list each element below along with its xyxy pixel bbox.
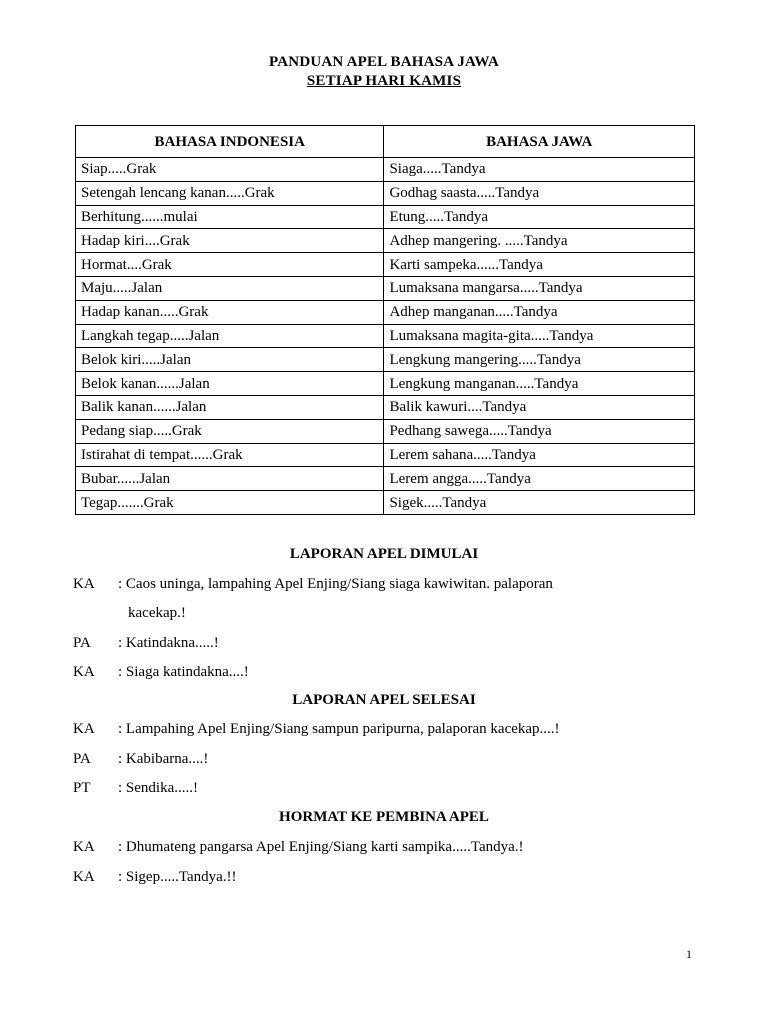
cell-jawa: Etung.....Tandya <box>384 205 695 229</box>
dialogue-line <box>73 780 198 797</box>
table-row <box>76 300 695 324</box>
table-row <box>76 253 695 277</box>
dialogue-line <box>73 751 208 768</box>
dialogue-text: : Caos uninga, lampahing Apel Enjing/Siang siaga kawiwitan. palaporan <box>118 576 553 592</box>
table-row <box>76 491 695 515</box>
dialogue-line <box>73 721 560 738</box>
dialogue-text: : Katindakna.....! <box>118 635 219 651</box>
dialogue-text: : Sendika.....! <box>118 780 198 796</box>
cell-jawa: Pedhang sawega.....Tandya <box>384 419 695 443</box>
table-row <box>76 205 695 229</box>
cell-jawa: Lengkung manganan.....Tandya <box>384 372 695 396</box>
cell-jawa: Adhep manganan.....Tandya <box>384 300 695 324</box>
section-heading-laporan-selesai: LAPORAN APEL SELESAI <box>292 692 476 708</box>
table-row <box>76 443 695 467</box>
section-heading-hormat-pembina: HORMAT KE PEMBINA APEL <box>279 809 489 825</box>
dialogue-text: : Lampahing Apel Enjing/Siang sampun paripurna, palaporan kacekap....! <box>118 721 560 737</box>
speaker-label: KA <box>73 721 95 737</box>
cell-jawa: Godhag saasta.....Tandya <box>384 181 695 205</box>
document-title: PANDUAN APEL BAHASA JAWA <box>269 54 499 70</box>
cell-indonesia: Berhitung......mulai <box>76 205 384 229</box>
column-header-indonesia: BAHASA INDONESIA <box>76 126 384 158</box>
table-row <box>76 467 695 491</box>
table-row <box>76 395 695 419</box>
dialogue-line <box>73 869 237 886</box>
dialogue-continuation: kacekap.! <box>128 605 186 621</box>
table-row <box>76 276 695 300</box>
cell-indonesia: Balik kanan......Jalan <box>76 395 384 419</box>
dialogue-line <box>73 839 524 856</box>
dialogue-text: : Sigep.....Tandya.!! <box>118 869 237 885</box>
speaker-label: KA <box>73 869 95 885</box>
cell-jawa: Lerem angga.....Tandya <box>384 467 695 491</box>
cell-indonesia: Maju.....Jalan <box>76 276 384 300</box>
cell-jawa: Lumaksana mangarsa.....Tandya <box>384 276 695 300</box>
speaker-label: KA <box>73 664 95 680</box>
table-row <box>76 348 695 372</box>
table-row <box>76 229 695 253</box>
cell-jawa: Balik kawuri....Tandya <box>384 395 695 419</box>
table-row <box>76 324 695 348</box>
table-row <box>76 181 695 205</box>
cell-indonesia: Belok kiri.....Jalan <box>76 348 384 372</box>
speaker-label: PA <box>73 751 91 767</box>
cell-indonesia: Hadap kanan.....Grak <box>76 300 384 324</box>
table-header-row <box>76 126 695 158</box>
cell-jawa: Adhep mangering. .....Tandya <box>384 229 695 253</box>
cell-indonesia: Setengah lencang kanan.....Grak <box>76 181 384 205</box>
cell-indonesia: Siap.....Grak <box>76 158 384 182</box>
cell-jawa: Sigek.....Tandya <box>384 491 695 515</box>
dialogue-line <box>73 664 249 681</box>
cell-indonesia: Langkah tegap.....Jalan <box>76 324 384 348</box>
cell-indonesia: Belok kanan......Jalan <box>76 372 384 396</box>
speaker-label: PA <box>73 635 91 651</box>
cell-jawa: Lumaksana magita-gita.....Tandya <box>384 324 695 348</box>
cell-indonesia: Istirahat di tempat......Grak <box>76 443 384 467</box>
section-heading-laporan-dimulai: LAPORAN APEL DIMULAI <box>289 546 479 562</box>
cell-jawa: Lerem sahana.....Tandya <box>384 443 695 467</box>
column-header-jawa: BAHASA JAWA <box>384 126 695 158</box>
dialogue-text: : Kabibarna....! <box>118 751 209 767</box>
table-row <box>76 419 695 443</box>
cell-jawa: Karti sampeka......Tandya <box>384 253 695 277</box>
table-row <box>76 372 695 396</box>
dialogue-line <box>73 635 219 652</box>
cell-indonesia: Hormat....Grak <box>76 253 384 277</box>
cell-indonesia: Bubar......Jalan <box>76 467 384 491</box>
cell-jawa: Siaga.....Tandya <box>384 158 695 182</box>
speaker-label: KA <box>73 576 95 592</box>
speaker-label: KA <box>73 839 95 855</box>
cell-indonesia: Tegap.......Grak <box>76 491 384 515</box>
cell-indonesia: Pedang siap.....Grak <box>76 419 384 443</box>
dialogue-text: : Siaga katindakna....! <box>118 664 249 680</box>
cell-indonesia: Hadap kiri....Grak <box>76 229 384 253</box>
document-subtitle: SETIAP HARI KAMIS <box>306 73 462 89</box>
command-table <box>75 125 695 515</box>
page-number: 1 <box>686 947 692 961</box>
cell-jawa: Lengkung mangering.....Tandya <box>384 348 695 372</box>
dialogue-text: : Dhumateng pangarsa Apel Enjing/Siang karti sampika.....Tandya.! <box>118 839 524 855</box>
table-row <box>76 158 695 182</box>
dialogue-line <box>73 576 553 593</box>
speaker-label: PT <box>73 780 91 796</box>
